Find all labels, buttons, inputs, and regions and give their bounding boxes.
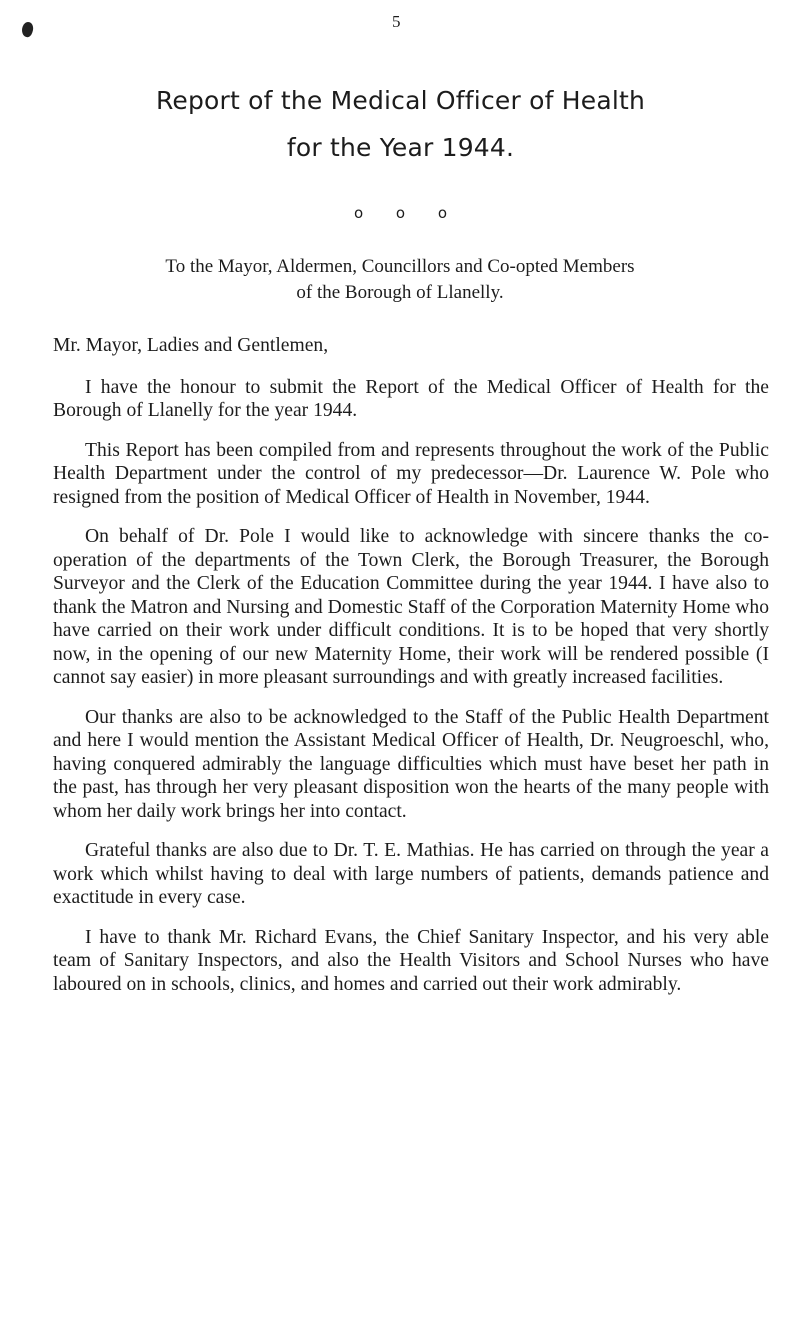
page-number: 5 [392, 12, 401, 31]
paragraph-acknowledgements: On behalf of Dr. Pole I would like to acknowledge with sincere thanks the co-operation of the departments of the Town Clerk, the Borough Treasurer, the Borough Surveyor and the Clerk of the Education Committee during the year 1944. I have also to thank the Matron and Nursing and Domestic Staff of the Corporation Maternity Home who have carried on their work under difficult conditions. It is to be hoped that very shortly now, in the opening of our new Maternity Home, their work will be rendered possible (I cannot say easier) in more pleasant surroundings and with greatly increased facilities. [53, 526, 769, 688]
paragraph-compilation: This Report has been compiled from and represents throughout the work of the Public Health Department under the control of my predecessor—Dr. Laurence W. Pole who resigned from the position of Medical Officer of Health in November, 1944. [53, 439, 769, 508]
salutation: Mr. Mayor, Ladies and Gentlemen, [53, 335, 329, 356]
paragraph-submission: I have the honour to submit the Report of the Medical Officer of Health for the Borough of Llanelly for the year 1944. [53, 376, 769, 421]
address-block [60, 254, 740, 306]
section-ornament: o o o [353, 204, 462, 222]
paragraph-sanitary-inspectors: I have to thank Mr. Richard Evans, the Chief Sanitary Inspector, and his very able team of Sanitary Inspectors, and also the Health Visitors and School Nurses who have laboured on in schools, clinics, and homes and carried out their work admirably. [53, 926, 769, 995]
address-line-1: To the Mayor, Aldermen, Councillors and Co-opted Members [165, 256, 635, 277]
address-line-2: of the Borough of Llanelly. [296, 282, 504, 303]
ink-blot-mark [20, 21, 35, 39]
paragraph-mathias: Grateful thanks are also due to Dr. T. E. Mathias. He has carried on through the year a work which whilst having to deal with large numbers of patients, demands patience and exactitude in every case. [53, 840, 769, 908]
report-title-line-1: Report of the Medical Officer of Health [155, 86, 646, 115]
paragraph-staff-thanks: Our thanks are also to be acknowledged to the Staff of the Public Health Department and here I would mention the Assistant Medical Officer of Health, Dr. Neugroeschl, who, having conquered admirably the language difficulties which must have beset her path in the past, has through her very pleasant disposition won the hearts of the many people with whom her daily work brings her into contact. [53, 706, 769, 822]
report-title-line-2: for the Year 1944. [286, 133, 515, 162]
letter-body [53, 334, 769, 1012]
